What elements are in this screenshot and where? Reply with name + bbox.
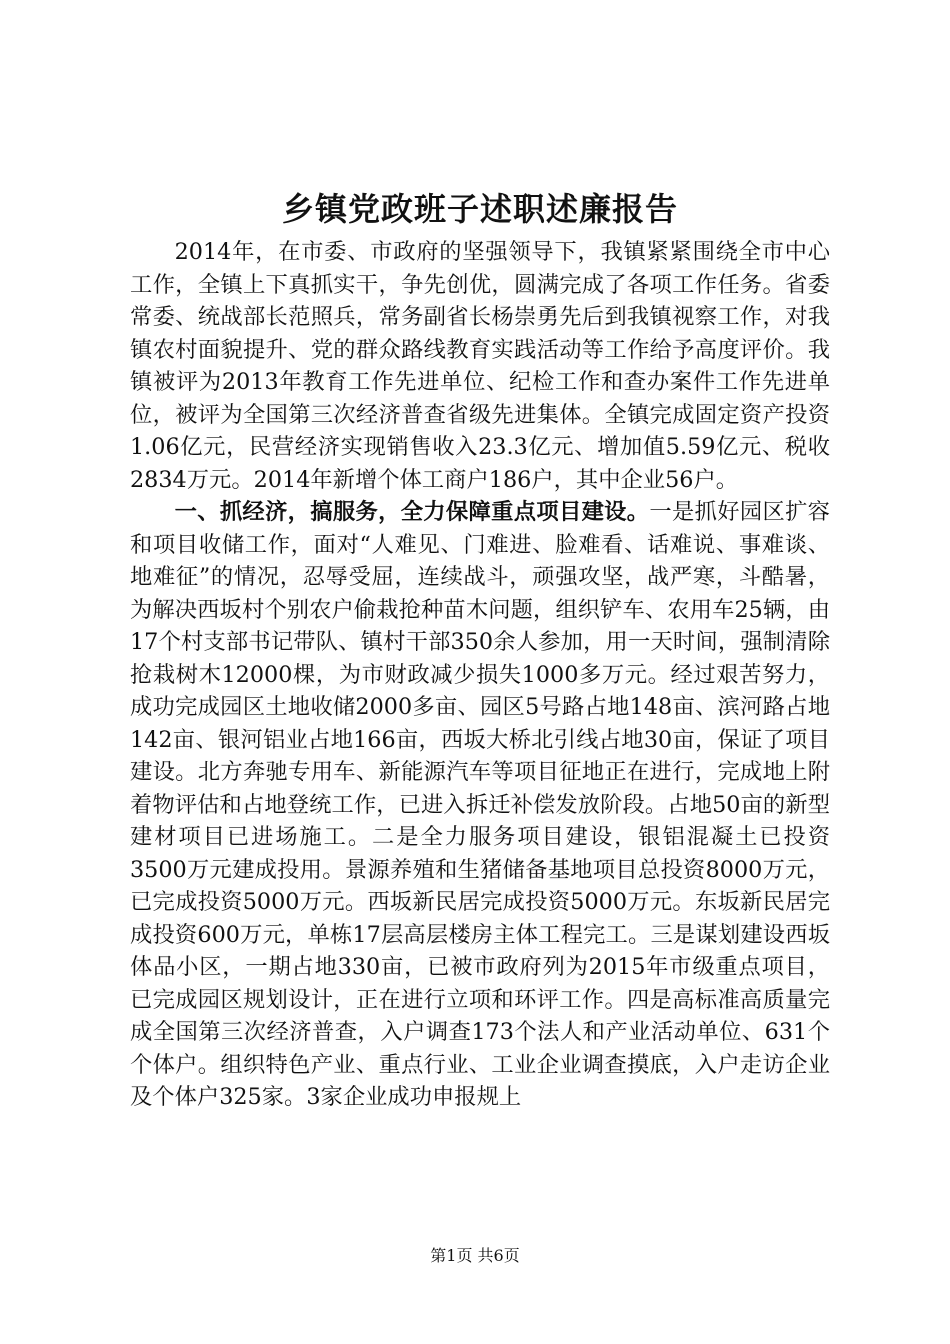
paragraph-section-one xyxy=(130,496,830,1114)
paragraph-text: 一是抓好园区扩容和项目收储工作，面对“人难见、门难进、脸难看、话难说、事难谈、地难征”的情况，忍辱受屈，连续战斗，顽强攻坚，战严寒，斗酷暑，为解决西坂村个别农户偷栽抢种苗木问题，组织铲车、农用车25辆，由17个村支部书记带队、镇村干部350余人参加，用一天时间，强制清除抢栽树木12000棵，为市财政减少损失1000多万元。经过艰苦努力，成功完成园区土地收储2000多亩、园区5号路占地148亩、滨河路占地142亩、银河铝业占地166亩，西坂大桥北引线占地30亩，保证了项目建设。北方奔驰专用车、新能源汽车等项目征地正在进行，完成地上附着物评估和占地登统工作，已进入拆迁补偿发放阶段。占地50亩的新型建材项目已进场施工。二是全力服务项目建设，银铝混凝土已投资3500万元建成投用。景源养殖和生猪储备基地项目总投资8000万元，已完成投资5000万元。西坂新民居完成投资5000万元。东坂新民居完成投资600万元，单栋17层高层楼房主体工程完工。三是谋划建设西坂体品小区，一期占地330亩，已被市政府列为2015年市级重点项目，已完成园区规划设计，正在进行立项和环评工作。四是高标准高质量完成全国第三次经济普查，入户调查173个法人和产业活动单位、631个个体户。组织特色产业、重点行业、工业企业调查摸底，入户走访企业及个体户325家。3家企业成功申报规上 xyxy=(130,499,830,1110)
section-heading: 一、抓经济，搞服务，全力保障重点项目建设。 xyxy=(174,499,650,525)
paragraph-text: 2014年，在市委、市政府的坚强领导下，我镇紧紧围绕全市中心工作，全镇上下真抓实干，争先创优，圆满完成了各项工作任务。省委常委、统战部长范照兵，常务副省长杨崇勇先后到我镇视察工作，对我镇农村面貌提升、党的群众路线教育实践活动等工作给予高度评价。我镇被评为2013年教育工作先进单位、纪检工作和查办案件工作先进单位，被评为全国第三次经济普查省级先进集体。全镇完成固定资产投资1.06亿元，民营经济实现销售收入23.3亿元、增加值5.59亿元、税收2834万元。2014年新增个体工商户186户，其中企业56户。 xyxy=(130,239,830,493)
paragraph-intro xyxy=(130,236,830,496)
document-body xyxy=(130,236,830,1114)
document-title: 乡镇党政班子述职述廉报告 xyxy=(281,190,678,228)
page-number-footer: 第1页 共6页 xyxy=(430,1246,520,1265)
